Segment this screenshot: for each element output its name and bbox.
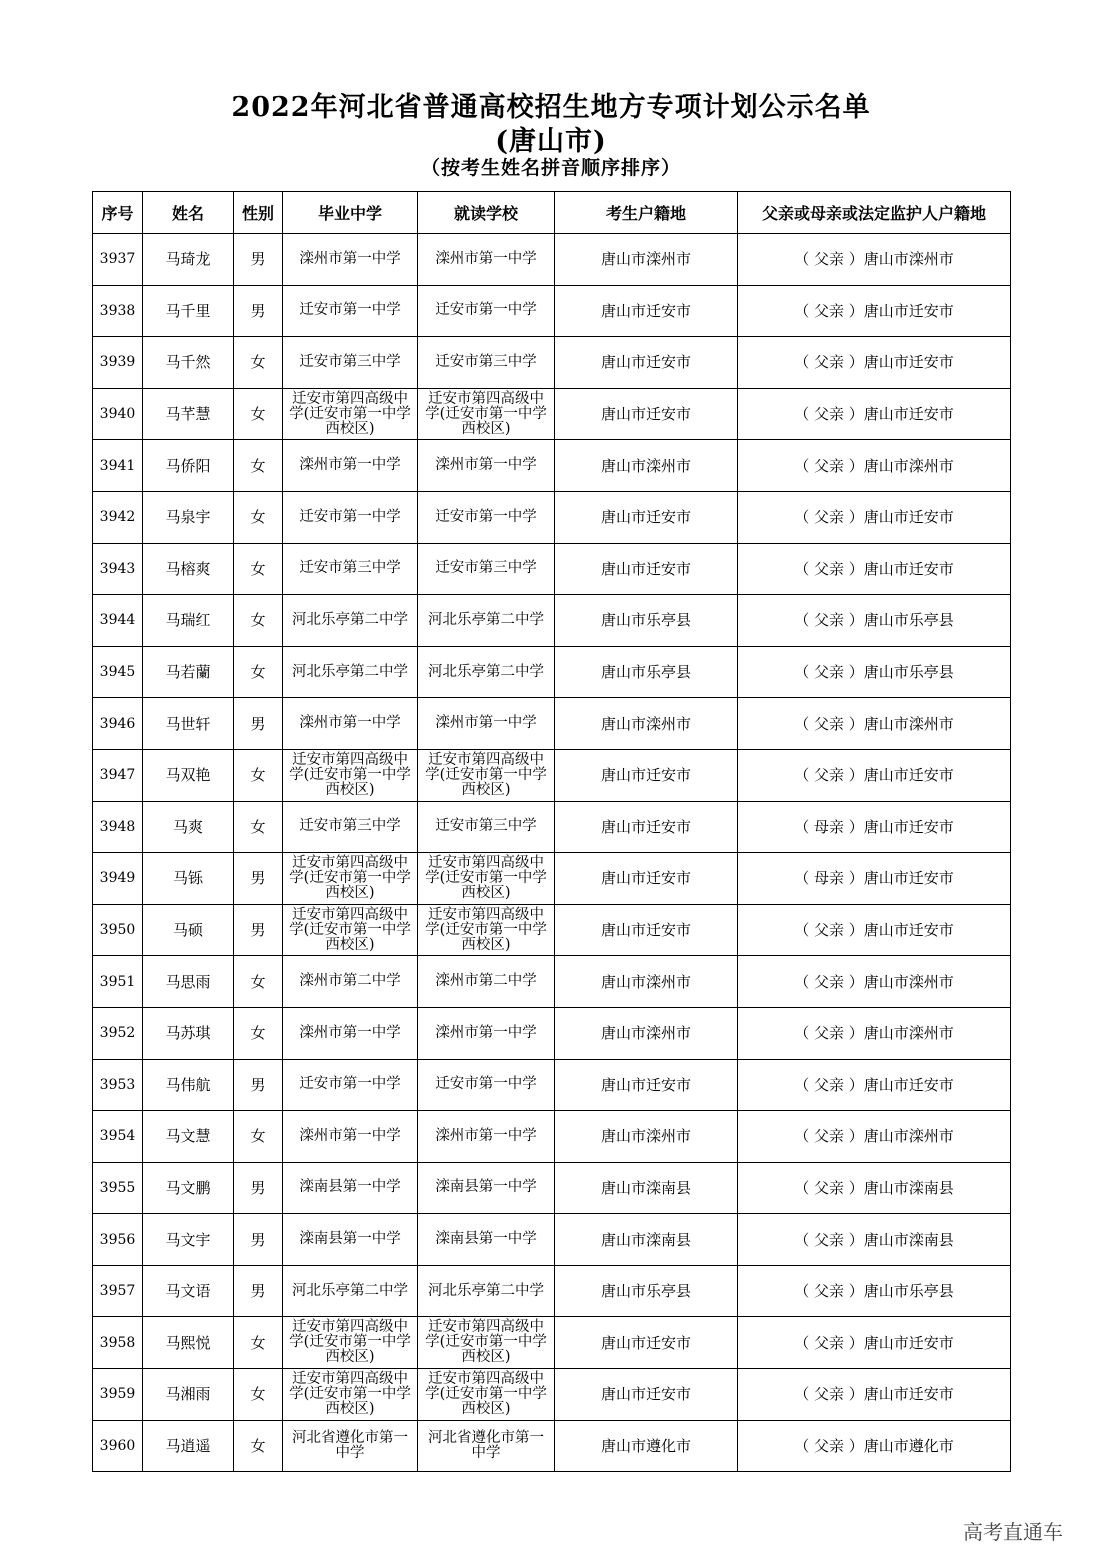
cell-current-school: 迁安市第四高级中学(迁安市第一中学西校区): [418, 1369, 555, 1421]
cell-name: 马湘雨: [143, 1369, 234, 1421]
cell-no: 3942: [93, 491, 143, 543]
cell-parent-hukou: （ 父亲 ）唐山市迁安市: [738, 285, 1011, 337]
table-row: [93, 1111, 1011, 1163]
table-row: [93, 853, 1011, 905]
cell-current-school: 河北乐亭第二中学: [418, 646, 555, 698]
table-row: [93, 1265, 1011, 1317]
cell-current-school: 迁安市第四高级中学(迁安市第一中学西校区): [418, 853, 555, 905]
cell-hukou: 唐山市迁安市: [555, 853, 738, 905]
cell-current-school: 滦州市第一中学: [418, 1111, 555, 1163]
cell-gender: 女: [234, 1420, 283, 1472]
cell-name: 马文宇: [143, 1214, 234, 1266]
cell-current-school: 迁安市第三中学: [418, 543, 555, 595]
cell-parent-hukou: （ 父亲 ）唐山市迁安市: [738, 1317, 1011, 1369]
cell-grad-school: 迁安市第三中学: [283, 337, 418, 389]
cell-no: 3948: [93, 801, 143, 853]
cell-no: 3938: [93, 285, 143, 337]
cell-current-school: 河北省遵化市第一中学: [418, 1420, 555, 1472]
cell-parent-hukou: （ 父亲 ）唐山市乐亭县: [738, 595, 1011, 647]
cell-current-school: 迁安市第四高级中学(迁安市第一中学西校区): [418, 388, 555, 440]
cell-grad-school: 滦南县第一中学: [283, 1162, 418, 1214]
table-row: [93, 1317, 1011, 1369]
cell-no: 3958: [93, 1317, 143, 1369]
table-row: [93, 1369, 1011, 1421]
cell-no: 3949: [93, 853, 143, 905]
cell-name: 马千然: [143, 337, 234, 389]
cell-name: 马伟航: [143, 1059, 234, 1111]
cell-hukou: 唐山市滦州市: [555, 1111, 738, 1163]
cell-no: 3947: [93, 749, 143, 801]
cell-parent-hukou: （ 母亲 ）唐山市迁安市: [738, 801, 1011, 853]
table-row: [93, 285, 1011, 337]
col-header-name: 姓名: [143, 192, 234, 234]
cell-hukou: 唐山市迁安市: [555, 801, 738, 853]
cell-name: 马琦龙: [143, 234, 234, 286]
page-title: 2022年河北省普通高校招生地方专项计划公示名单: [231, 92, 871, 123]
col-header-grad-school: 毕业中学: [283, 192, 418, 234]
cell-no: 3943: [93, 543, 143, 595]
cell-gender: 男: [234, 1059, 283, 1111]
cell-name: 马榕爽: [143, 543, 234, 595]
cell-grad-school: 迁安市第四高级中学(迁安市第一中学西校区): [283, 853, 418, 905]
cell-grad-school: 迁安市第一中学: [283, 1059, 418, 1111]
cell-parent-hukou: （ 父亲 ）唐山市迁安市: [738, 491, 1011, 543]
table-row: [93, 904, 1011, 956]
cell-hukou: 唐山市乐亭县: [555, 1265, 738, 1317]
cell-hukou: 唐山市迁安市: [555, 1059, 738, 1111]
cell-name: 马铄: [143, 853, 234, 905]
cell-parent-hukou: （ 父亲 ）唐山市滦州市: [738, 234, 1011, 286]
cell-parent-hukou: （ 父亲 ）唐山市迁安市: [738, 1369, 1011, 1421]
table-row: [93, 1059, 1011, 1111]
cell-gender: 男: [234, 1265, 283, 1317]
cell-gender: 女: [234, 1111, 283, 1163]
cell-gender: 女: [234, 337, 283, 389]
cell-grad-school: 迁安市第四高级中学(迁安市第一中学西校区): [283, 749, 418, 801]
cell-name: 马芊慧: [143, 388, 234, 440]
cell-gender: 女: [234, 440, 283, 492]
cell-name: 马双艳: [143, 749, 234, 801]
cell-current-school: 滦南县第一中学: [418, 1162, 555, 1214]
cell-name: 马思雨: [143, 956, 234, 1008]
col-header-parent-hukou: 父亲或母亲或法定监护人户籍地: [738, 192, 1011, 234]
cell-name: 马苏琪: [143, 1007, 234, 1059]
cell-grad-school: 迁安市第四高级中学(迁安市第一中学西校区): [283, 904, 418, 956]
cell-grad-school: 滦南县第一中学: [283, 1214, 418, 1266]
cell-gender: 女: [234, 956, 283, 1008]
cell-grad-school: 河北乐亭第二中学: [283, 646, 418, 698]
cell-parent-hukou: （ 父亲 ）唐山市迁安市: [738, 1059, 1011, 1111]
cell-current-school: 滦州市第一中学: [418, 1007, 555, 1059]
table-row: [93, 1214, 1011, 1266]
cell-parent-hukou: （ 父亲 ）唐山市滦南县: [738, 1214, 1011, 1266]
cell-no: 3959: [93, 1369, 143, 1421]
cell-parent-hukou: （ 父亲 ）唐山市滦州市: [738, 440, 1011, 492]
cell-parent-hukou: （ 父亲 ）唐山市迁安市: [738, 337, 1011, 389]
cell-current-school: 迁安市第一中学: [418, 285, 555, 337]
cell-gender: 女: [234, 749, 283, 801]
table-row: [93, 1162, 1011, 1214]
cell-current-school: 迁安市第一中学: [418, 1059, 555, 1111]
cell-parent-hukou: （ 父亲 ）唐山市滦州市: [738, 956, 1011, 1008]
cell-grad-school: 滦州市第一中学: [283, 440, 418, 492]
cell-parent-hukou: （ 父亲 ）唐山市滦州市: [738, 1111, 1011, 1163]
cell-hukou: 唐山市遵化市: [555, 1420, 738, 1472]
cell-grad-school: 河北乐亭第二中学: [283, 595, 418, 647]
cell-gender: 男: [234, 234, 283, 286]
cell-hukou: 唐山市乐亭县: [555, 595, 738, 647]
cell-grad-school: 河北乐亭第二中学: [283, 1265, 418, 1317]
cell-name: 马千里: [143, 285, 234, 337]
cell-hukou: 唐山市滦州市: [555, 698, 738, 750]
cell-grad-school: 滦州市第二中学: [283, 956, 418, 1008]
cell-gender: 女: [234, 1007, 283, 1059]
cell-gender: 男: [234, 1214, 283, 1266]
table-row: [93, 595, 1011, 647]
cell-parent-hukou: （ 母亲 ）唐山市迁安市: [738, 853, 1011, 905]
table-row: [93, 749, 1011, 801]
cell-no: 3939: [93, 337, 143, 389]
cell-parent-hukou: （ 父亲 ）唐山市乐亭县: [738, 1265, 1011, 1317]
table-row: [93, 698, 1011, 750]
cell-hukou: 唐山市迁安市: [555, 491, 738, 543]
cell-no: 3945: [93, 646, 143, 698]
sort-note: （按考生姓名拼音顺序排序）: [420, 157, 681, 179]
cell-no: 3952: [93, 1007, 143, 1059]
table-row: [93, 956, 1011, 1008]
cell-gender: 女: [234, 1369, 283, 1421]
cell-name: 马爽: [143, 801, 234, 853]
page-subtitle: (唐山市): [495, 126, 607, 157]
cell-gender: 男: [234, 853, 283, 905]
cell-current-school: 迁安市第三中学: [418, 801, 555, 853]
cell-grad-school: 迁安市第三中学: [283, 543, 418, 595]
cell-name: 马泉宇: [143, 491, 234, 543]
cell-no: 3956: [93, 1214, 143, 1266]
cell-gender: 男: [234, 285, 283, 337]
col-header-gender: 性别: [234, 192, 283, 234]
cell-gender: 男: [234, 698, 283, 750]
cell-hukou: 唐山市迁安市: [555, 285, 738, 337]
cell-current-school: 滦州市第二中学: [418, 956, 555, 1008]
cell-parent-hukou: （ 父亲 ）唐山市遵化市: [738, 1420, 1011, 1472]
cell-no: 3960: [93, 1420, 143, 1472]
cell-gender: 女: [234, 491, 283, 543]
cell-current-school: 迁安市第一中学: [418, 491, 555, 543]
cell-hukou: 唐山市乐亭县: [555, 646, 738, 698]
cell-no: 3955: [93, 1162, 143, 1214]
table-row: [93, 543, 1011, 595]
cell-name: 马若蘭: [143, 646, 234, 698]
cell-gender: 女: [234, 543, 283, 595]
cell-no: 3950: [93, 904, 143, 956]
cell-no: 3957: [93, 1265, 143, 1317]
cell-hukou: 唐山市滦州市: [555, 1007, 738, 1059]
cell-grad-school: 滦州市第一中学: [283, 234, 418, 286]
roster-table: [92, 191, 1011, 1472]
cell-current-school: 迁安市第三中学: [418, 337, 555, 389]
cell-name: 马文慧: [143, 1111, 234, 1163]
cell-gender: 女: [234, 1317, 283, 1369]
cell-grad-school: 滦州市第一中学: [283, 1007, 418, 1059]
cell-no: 3946: [93, 698, 143, 750]
cell-grad-school: 迁安市第四高级中学(迁安市第一中学西校区): [283, 388, 418, 440]
cell-name: 马硕: [143, 904, 234, 956]
cell-current-school: 迁安市第四高级中学(迁安市第一中学西校区): [418, 1317, 555, 1369]
table-row: [93, 646, 1011, 698]
cell-hukou: 唐山市滦南县: [555, 1214, 738, 1266]
table-row: [93, 337, 1011, 389]
cell-hukou: 唐山市迁安市: [555, 904, 738, 956]
cell-hukou: 唐山市迁安市: [555, 1317, 738, 1369]
watermark: 高考直通车: [963, 1520, 1063, 1544]
cell-hukou: 唐山市迁安市: [555, 337, 738, 389]
table-row: [93, 388, 1011, 440]
cell-gender: 男: [234, 904, 283, 956]
cell-no: 3954: [93, 1111, 143, 1163]
cell-name: 马文语: [143, 1265, 234, 1317]
cell-parent-hukou: （ 父亲 ）唐山市滦州市: [738, 1007, 1011, 1059]
col-header-hukou: 考生户籍地: [555, 192, 738, 234]
cell-current-school: 滦州市第一中学: [418, 698, 555, 750]
cell-grad-school: 河北省遵化市第一中学: [283, 1420, 418, 1472]
cell-grad-school: 滦州市第一中学: [283, 698, 418, 750]
table-header-row: [93, 192, 1011, 234]
cell-grad-school: 迁安市第三中学: [283, 801, 418, 853]
cell-name: 马侨阳: [143, 440, 234, 492]
cell-hukou: 唐山市迁安市: [555, 749, 738, 801]
col-header-current-school: 就读学校: [418, 192, 555, 234]
cell-gender: 女: [234, 646, 283, 698]
cell-parent-hukou: （ 父亲 ）唐山市乐亭县: [738, 646, 1011, 698]
cell-current-school: 滦州市第一中学: [418, 440, 555, 492]
col-header-no: 序号: [93, 192, 143, 234]
cell-hukou: 唐山市滦州市: [555, 956, 738, 1008]
cell-hukou: 唐山市滦州市: [555, 234, 738, 286]
cell-name: 马熙悦: [143, 1317, 234, 1369]
cell-parent-hukou: （ 父亲 ）唐山市滦南县: [738, 1162, 1011, 1214]
cell-grad-school: 迁安市第一中学: [283, 285, 418, 337]
cell-parent-hukou: （ 父亲 ）唐山市迁安市: [738, 543, 1011, 595]
cell-gender: 女: [234, 801, 283, 853]
table-row: [93, 801, 1011, 853]
table-row: [93, 440, 1011, 492]
table-row: [93, 491, 1011, 543]
cell-current-school: 滦南县第一中学: [418, 1214, 555, 1266]
cell-current-school: 河北乐亭第二中学: [418, 1265, 555, 1317]
cell-grad-school: 迁安市第四高级中学(迁安市第一中学西校区): [283, 1369, 418, 1421]
cell-no: 3951: [93, 956, 143, 1008]
cell-current-school: 迁安市第四高级中学(迁安市第一中学西校区): [418, 749, 555, 801]
cell-hukou: 唐山市滦州市: [555, 440, 738, 492]
cell-parent-hukou: （ 父亲 ）唐山市滦州市: [738, 698, 1011, 750]
cell-gender: 女: [234, 388, 283, 440]
cell-current-school: 滦州市第一中学: [418, 234, 555, 286]
cell-name: 马文鹏: [143, 1162, 234, 1214]
cell-current-school: 河北乐亭第二中学: [418, 595, 555, 647]
cell-grad-school: 滦州市第一中学: [283, 1111, 418, 1163]
cell-name: 马瑞红: [143, 595, 234, 647]
cell-no: 3937: [93, 234, 143, 286]
cell-name: 马世轩: [143, 698, 234, 750]
cell-parent-hukou: （ 父亲 ）唐山市迁安市: [738, 904, 1011, 956]
cell-no: 3941: [93, 440, 143, 492]
cell-current-school: 迁安市第四高级中学(迁安市第一中学西校区): [418, 904, 555, 956]
table-row: [93, 234, 1011, 286]
cell-no: 3944: [93, 595, 143, 647]
cell-grad-school: 迁安市第四高级中学(迁安市第一中学西校区): [283, 1317, 418, 1369]
cell-hukou: 唐山市迁安市: [555, 1369, 738, 1421]
cell-gender: 女: [234, 595, 283, 647]
cell-grad-school: 迁安市第一中学: [283, 491, 418, 543]
cell-parent-hukou: （ 父亲 ）唐山市迁安市: [738, 388, 1011, 440]
cell-no: 3953: [93, 1059, 143, 1111]
cell-gender: 男: [234, 1162, 283, 1214]
cell-hukou: 唐山市迁安市: [555, 388, 738, 440]
table-row: [93, 1007, 1011, 1059]
cell-name: 马逍遥: [143, 1420, 234, 1472]
cell-no: 3940: [93, 388, 143, 440]
cell-hukou: 唐山市滦南县: [555, 1162, 738, 1214]
cell-parent-hukou: （ 父亲 ）唐山市迁安市: [738, 749, 1011, 801]
table-row: [93, 1420, 1011, 1472]
cell-hukou: 唐山市迁安市: [555, 543, 738, 595]
